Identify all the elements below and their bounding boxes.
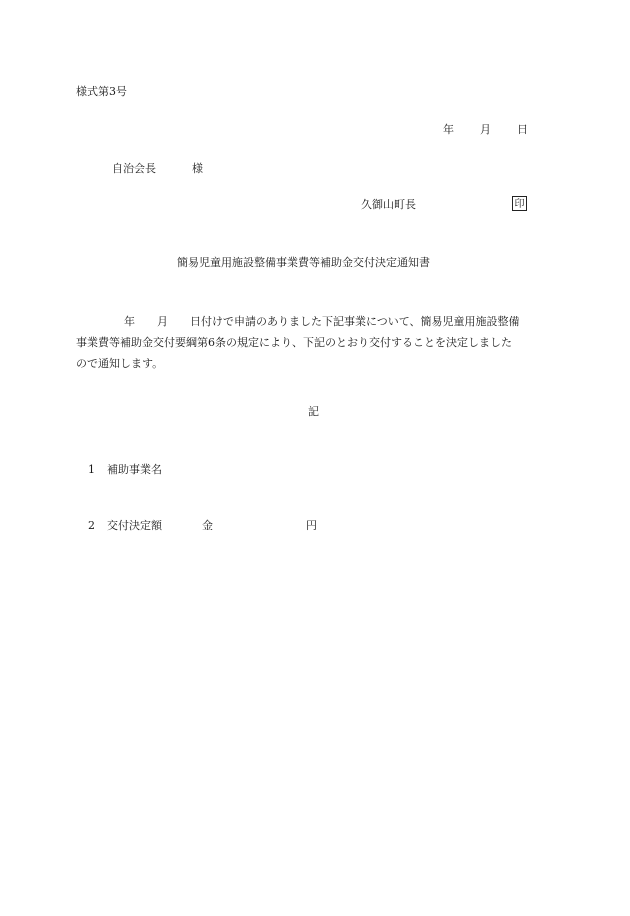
date-line [443, 123, 528, 137]
document-title: 簡易児童用施設整備事業費等補助金交付決定通知書 [177, 256, 430, 269]
body-line-3: ので通知します。 [76, 357, 164, 370]
body-line-1: 年 月 日付けで申請のありました下記事業について、簡易児童用施設整備 [124, 315, 520, 328]
addressee-honorific: 様 [192, 162, 203, 175]
item-label: 補助事業名 [107, 463, 162, 476]
item-label: 交付決定額 [107, 519, 162, 532]
seal-stamp: 印 [512, 196, 527, 211]
addressee [112, 162, 203, 176]
body-line-2: 事業費等補助金交付要綱第6条の規定により、下記のとおり交付することを決定しました [76, 336, 512, 349]
amount-prefix: 金 [202, 519, 213, 532]
date-month: 月 [480, 123, 491, 136]
item-grant-amount [88, 519, 317, 533]
addressee-title: 自治会長 [112, 162, 156, 175]
date-day: 日 [517, 123, 528, 136]
ki-heading: 記 [308, 405, 319, 418]
form-number: 様式第3号 [76, 85, 127, 98]
body-paragraph [76, 311, 554, 374]
item-number: 2 [88, 519, 95, 532]
amount-unit: 円 [306, 519, 317, 532]
item-subsidy-project-name [88, 463, 162, 477]
date-year: 年 [443, 123, 454, 136]
issuer-name: 久御山町長 [361, 198, 416, 211]
item-number: 1 [88, 463, 95, 476]
